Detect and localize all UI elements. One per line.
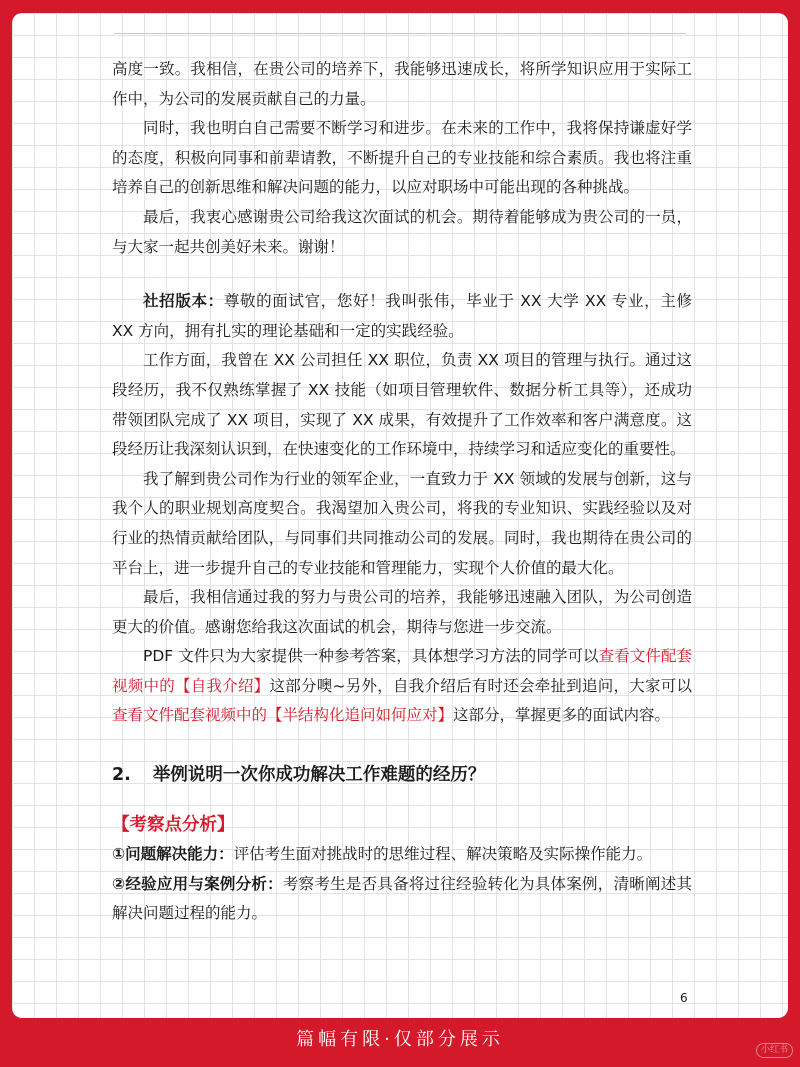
video-link-follow-up[interactable]: 查看文件配套视频中的【半结构化追问如何应对】 xyxy=(112,706,454,725)
section-title: 举例说明一次你成功解决工作难题的经历？ xyxy=(152,765,486,786)
section-number: 2. xyxy=(112,765,131,786)
point-item xyxy=(112,840,692,870)
section-heading xyxy=(112,761,692,791)
paragraph: 工作方面，我曾在 XX 公司担任 XX 职位，负责 XX 项目的管理与执行。通过这段经历，我不仅熟练掌握了 XX 技能（如项目管理软件、数据分析工具等），还成功带领团队完成了 XX 项目，实现了 XX 成果，有效提升了工作效率和客户满意度。这段经历让我深刻认识到，在快速变化的工作环境中，持续学习和适应变化的重要性。 xyxy=(112,351,692,459)
note-text: PDF 文件只为大家提供一种参考答案，具体想学习方法的同学可以 xyxy=(143,647,599,666)
watermark-logo: 小红书 xyxy=(756,1043,793,1058)
paragraph: 我了解到贵公司作为行业的领军企业，一直致力于 XX 领域的发展与创新，这与我个人的职业规划高度契合。我渴望加入贵公司，将我的专业知识、实践经验以及对行业的热情贡献给团队，与同事们共同推动公司的发展。同时，我也期待在贵公司的平台上，进一步提升自己的专业技能和管理能力，实现个人价值的最大化。 xyxy=(112,469,692,577)
version-label: 社招版本： xyxy=(143,292,224,311)
note-text: 这部分噢~另外，自我介绍后有时还会牵扯到追问，大家可以 xyxy=(269,676,692,695)
video-link-self-intro[interactable]: 查看文件配套视频中的【自我介绍】 xyxy=(112,647,692,695)
note-text: 这部分，掌握更多的面试内容。 xyxy=(453,706,671,725)
point-label: ①问题解决能力： xyxy=(112,845,234,864)
paragraph: 高度一致。我相信，在贵公司的培养下，我能够迅速成长，将所学知识应用于实际工作中，为公司的发展贡献自己的力量。 xyxy=(112,60,692,108)
paragraph: 同时，我也明白自己需要不断学习和进步。在未来的工作中，我将保持谦虚好学的态度，积极向同事和前辈请教，不断提升自己的专业技能和综合素质。我也将注重培养自己的创新思维和解决问题的能力，以应对职场中可能出现的各种挑战。 xyxy=(112,119,692,197)
point-text: 评估考生面对挑战时的思维过程、解决策略及实际操作能力。 xyxy=(233,845,653,864)
point-label: ②经验应用与案例分析： xyxy=(112,874,283,893)
header-divider xyxy=(114,33,686,34)
paragraph-social-version xyxy=(112,287,692,346)
paragraph: 最后，我衷心感谢贵公司给我这次面试的机会。期待着能够成为贵公司的一员，与大家一起共创美好未来。谢谢！ xyxy=(112,207,692,256)
document-body xyxy=(112,55,692,929)
paragraph-text: 尊敬的面试官，您好！我叫张伟，毕业于 XX 大学 XX 专业，主修 XX 方向，拥有扎实的理论基础和一定的实践经验。 xyxy=(112,292,692,340)
footer-banner: 篇幅有限·仅部分展示 xyxy=(296,1029,504,1050)
page-number: 6 xyxy=(680,991,688,1005)
point-text: 考察考生是否具备将过往经验转化为具体案例，清晰阐述其解决问题过程的能力。 xyxy=(112,874,692,923)
paragraph: 最后，我相信通过我的努力与贵公司的培养，我能够迅速融入团队，为公司创造更大的价值。感谢您给我这次面试的机会，期待与您进一步交流。 xyxy=(112,588,692,636)
analysis-heading: 【考察点分析】 xyxy=(112,814,235,835)
note-paragraph xyxy=(112,642,692,731)
point-item xyxy=(112,870,692,929)
spacer xyxy=(112,262,692,287)
document-page xyxy=(12,13,788,1018)
